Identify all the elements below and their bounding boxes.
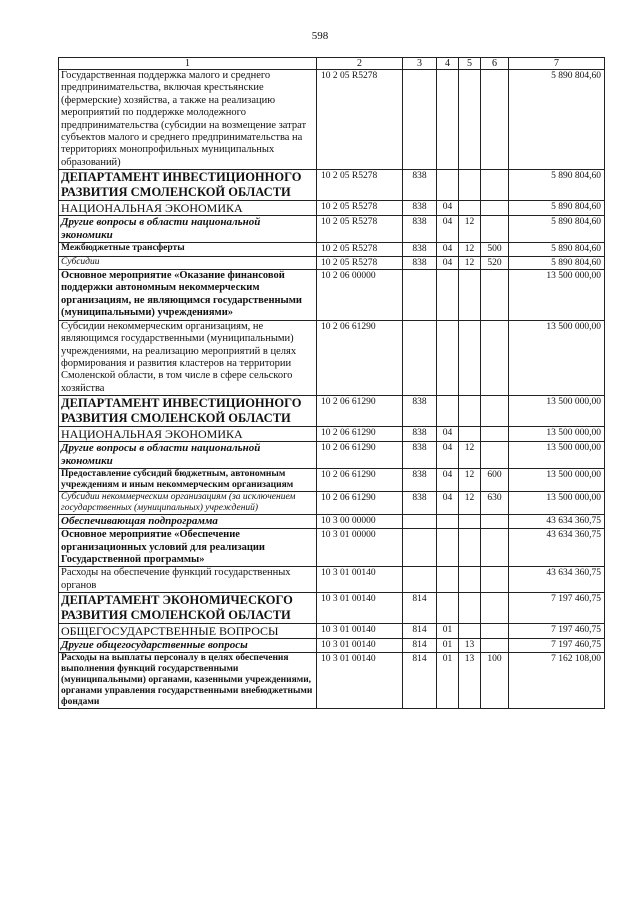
page-number: 598 <box>311 30 329 42</box>
row-amount: 13 500 000,00 <box>509 270 605 321</box>
row-c3: 814 <box>403 653 437 709</box>
row-c4 <box>437 270 459 321</box>
row-name: Другие вопросы в области национальной экономики <box>59 442 317 469</box>
row-code: 10 3 01 00140 <box>317 653 403 709</box>
row-c5: 12 <box>459 442 481 469</box>
row-code: 10 2 06 61290 <box>317 469 403 492</box>
row-code: 10 2 05 R5278 <box>317 243 403 256</box>
row-c3: 838 <box>403 216 437 243</box>
row-c6 <box>481 529 509 567</box>
row-code: 10 2 06 61290 <box>317 492 403 515</box>
row-c6: 630 <box>481 492 509 515</box>
row-c3: 838 <box>403 170 437 201</box>
row-c3: 838 <box>403 469 437 492</box>
header-col-2: 2 <box>317 58 403 70</box>
row-c4: 01 <box>437 639 459 653</box>
row-amount: 13 500 000,00 <box>509 427 605 442</box>
row-c5 <box>459 270 481 321</box>
table-row <box>59 427 605 442</box>
table-row <box>59 396 605 427</box>
row-c6 <box>481 624 509 639</box>
row-c4: 04 <box>437 427 459 442</box>
row-c4: 04 <box>437 216 459 243</box>
row-c3: 838 <box>403 396 437 427</box>
table-row <box>59 270 605 321</box>
row-c3: 838 <box>403 256 437 269</box>
row-amount: 5 890 804,60 <box>509 70 605 170</box>
row-code: 10 2 06 61290 <box>317 320 403 395</box>
header-col-4: 4 <box>437 58 459 70</box>
row-c5 <box>459 624 481 639</box>
row-code: 10 3 01 00140 <box>317 624 403 639</box>
row-c3: 838 <box>403 442 437 469</box>
row-name: НАЦИОНАЛЬНАЯ ЭКОНОМИКА <box>59 201 317 216</box>
header-col-7: 7 <box>509 58 605 70</box>
table-row <box>59 243 605 256</box>
row-c3: 814 <box>403 593 437 624</box>
table-row <box>59 70 605 170</box>
row-c4: 04 <box>437 469 459 492</box>
table-row <box>59 256 605 269</box>
row-c6 <box>481 515 509 529</box>
row-c5 <box>459 567 481 593</box>
row-c6 <box>481 320 509 395</box>
row-c3: 838 <box>403 201 437 216</box>
row-name: Другие общегосударственные вопросы <box>59 639 317 653</box>
row-c5: 13 <box>459 653 481 709</box>
table-row <box>59 442 605 469</box>
row-c6 <box>481 567 509 593</box>
row-name: Другие вопросы в области национальной экономики <box>59 216 317 243</box>
row-c3 <box>403 70 437 170</box>
table-row <box>59 639 605 653</box>
header-col-1: 1 <box>59 58 317 70</box>
row-amount: 5 890 804,60 <box>509 201 605 216</box>
row-amount: 43 634 360,75 <box>509 529 605 567</box>
row-c6 <box>481 70 509 170</box>
row-code: 10 3 01 00000 <box>317 529 403 567</box>
row-c6 <box>481 639 509 653</box>
row-name: Государственная поддержка малого и среднего предпринимательства, включая крестьянские (фермерские) хозяйства, а также на реализацию мероприятий по поддержке молодежного предпринимательства (субсидии на возмещение затрат субъектов малого и среднего предпринимательства на территориях монопрофильных муниципальных образований) <box>59 70 317 170</box>
row-c4: 04 <box>437 442 459 469</box>
row-c4 <box>437 529 459 567</box>
row-amount: 5 890 804,60 <box>509 243 605 256</box>
row-c5: 12 <box>459 469 481 492</box>
row-c5 <box>459 593 481 624</box>
row-name: Обеспечивающая подпрограмма <box>59 515 317 529</box>
row-c6 <box>481 216 509 243</box>
row-code: 10 3 01 00140 <box>317 593 403 624</box>
row-c4: 04 <box>437 492 459 515</box>
row-c6 <box>481 170 509 201</box>
row-c5 <box>459 170 481 201</box>
row-code: 10 2 05 R5278 <box>317 170 403 201</box>
row-amount: 7 197 460,75 <box>509 593 605 624</box>
row-c5: 12 <box>459 216 481 243</box>
row-amount: 7 197 460,75 <box>509 624 605 639</box>
row-c5 <box>459 529 481 567</box>
table-row <box>59 567 605 593</box>
row-code: 10 3 01 00140 <box>317 639 403 653</box>
row-c4 <box>437 70 459 170</box>
header-col-3: 3 <box>403 58 437 70</box>
row-c5: 12 <box>459 243 481 256</box>
row-c6 <box>481 270 509 321</box>
row-name: ДЕПАРТАМЕНТ ИНВЕСТИЦИОННОГО РАЗВИТИЯ СМОЛЕНСКОЙ ОБЛАСТИ <box>59 170 317 201</box>
row-amount: 13 500 000,00 <box>509 442 605 469</box>
row-amount: 5 890 804,60 <box>509 256 605 269</box>
row-c6 <box>481 442 509 469</box>
row-c3 <box>403 270 437 321</box>
row-c6: 100 <box>481 653 509 709</box>
row-c6 <box>481 396 509 427</box>
row-code: 10 2 06 61290 <box>317 427 403 442</box>
row-amount: 5 890 804,60 <box>509 216 605 243</box>
row-c6: 500 <box>481 243 509 256</box>
row-c4: 04 <box>437 256 459 269</box>
table-row <box>59 653 605 709</box>
row-c3 <box>403 529 437 567</box>
row-c5 <box>459 201 481 216</box>
row-name: Субсидии <box>59 256 317 269</box>
row-c6 <box>481 201 509 216</box>
row-code: 10 2 06 61290 <box>317 396 403 427</box>
row-name: ДЕПАРТАМЕНТ ЭКОНОМИЧЕСКОГО РАЗВИТИЯ СМОЛЕНСКОЙ ОБЛАСТИ <box>59 593 317 624</box>
row-name: Расходы на обеспечение функций государственных органов <box>59 567 317 593</box>
row-c4: 04 <box>437 201 459 216</box>
row-c4: 01 <box>437 624 459 639</box>
row-c3: 814 <box>403 624 437 639</box>
row-name: Субсидии некоммерческим организациям, не являющимся государственными (муниципальными) учреждениями, на реализацию мероприятий в целях формирования и развития кластеров на территории Смоленской области, в том числе в сфере сельского хозяйства <box>59 320 317 395</box>
row-c4 <box>437 396 459 427</box>
row-code: 10 3 00 00000 <box>317 515 403 529</box>
table-row <box>59 529 605 567</box>
table-row <box>59 201 605 216</box>
row-code: 10 2 05 R5278 <box>317 201 403 216</box>
row-amount: 13 500 000,00 <box>509 469 605 492</box>
row-c5: 13 <box>459 639 481 653</box>
row-c4 <box>437 593 459 624</box>
table-row <box>59 320 605 395</box>
row-code: 10 2 06 61290 <box>317 442 403 469</box>
row-c4: 04 <box>437 243 459 256</box>
row-name: Основное мероприятие «Обеспечение организационных условий для реализации Государственной программы» <box>59 529 317 567</box>
row-c5: 12 <box>459 492 481 515</box>
table-row <box>59 469 605 492</box>
table-header-row <box>59 58 605 70</box>
row-c4 <box>437 170 459 201</box>
row-c6 <box>481 593 509 624</box>
budget-table <box>58 57 605 709</box>
row-c3 <box>403 515 437 529</box>
row-c6 <box>481 427 509 442</box>
row-code: 10 2 05 R5278 <box>317 70 403 170</box>
row-c4 <box>437 515 459 529</box>
table-row <box>59 216 605 243</box>
row-c5 <box>459 320 481 395</box>
row-code: 10 2 06 00000 <box>317 270 403 321</box>
row-c6: 520 <box>481 256 509 269</box>
row-name: НАЦИОНАЛЬНАЯ ЭКОНОМИКА <box>59 427 317 442</box>
row-code: 10 3 01 00140 <box>317 567 403 593</box>
row-name: Межбюджетные трансферты <box>59 243 317 256</box>
row-amount: 13 500 000,00 <box>509 492 605 515</box>
row-amount: 7 197 460,75 <box>509 639 605 653</box>
row-c4: 01 <box>437 653 459 709</box>
row-amount: 5 890 804,60 <box>509 170 605 201</box>
row-c6: 600 <box>481 469 509 492</box>
table-row <box>59 170 605 201</box>
row-amount: 7 162 108,00 <box>509 653 605 709</box>
row-name: Основное мероприятие «Оказание финансовой поддержки автономным некоммерческим организациям, не являющимся государственными (муниципальными) учреждениями» <box>59 270 317 321</box>
row-name: ДЕПАРТАМЕНТ ИНВЕСТИЦИОННОГО РАЗВИТИЯ СМОЛЕНСКОЙ ОБЛАСТИ <box>59 396 317 427</box>
row-code: 10 2 05 R5278 <box>317 216 403 243</box>
table-row <box>59 624 605 639</box>
row-code: 10 2 05 R5278 <box>317 256 403 269</box>
row-name: Субсидии некоммерческим организациям (за исключением государственных (муниципальных) учреждений) <box>59 492 317 515</box>
row-c5 <box>459 515 481 529</box>
row-c4 <box>437 567 459 593</box>
row-c5: 12 <box>459 256 481 269</box>
row-name: Предоставление субсидий бюджетным, автономным учреждениям и иным некоммерческим организациям <box>59 469 317 492</box>
row-amount: 43 634 360,75 <box>509 567 605 593</box>
row-name: Расходы на выплаты персоналу в целях обеспечения выполнения функций государственными (муниципальными) органами, казенными учреждениями, органами управления государственными внебюджетными фондами <box>59 653 317 709</box>
row-c3: 838 <box>403 243 437 256</box>
row-c3: 838 <box>403 427 437 442</box>
header-col-5: 5 <box>459 58 481 70</box>
row-name: ОБЩЕГОСУДАРСТВЕННЫЕ ВОПРОСЫ <box>59 624 317 639</box>
row-amount: 43 634 360,75 <box>509 515 605 529</box>
table-row <box>59 492 605 515</box>
row-c3: 814 <box>403 639 437 653</box>
table-row <box>59 515 605 529</box>
row-amount: 13 500 000,00 <box>509 396 605 427</box>
row-c4 <box>437 320 459 395</box>
table-row <box>59 593 605 624</box>
row-c5 <box>459 70 481 170</box>
header-col-6: 6 <box>481 58 509 70</box>
row-c3: 838 <box>403 492 437 515</box>
row-c5 <box>459 427 481 442</box>
row-amount: 13 500 000,00 <box>509 320 605 395</box>
row-c3 <box>403 320 437 395</box>
row-c5 <box>459 396 481 427</box>
row-c3 <box>403 567 437 593</box>
